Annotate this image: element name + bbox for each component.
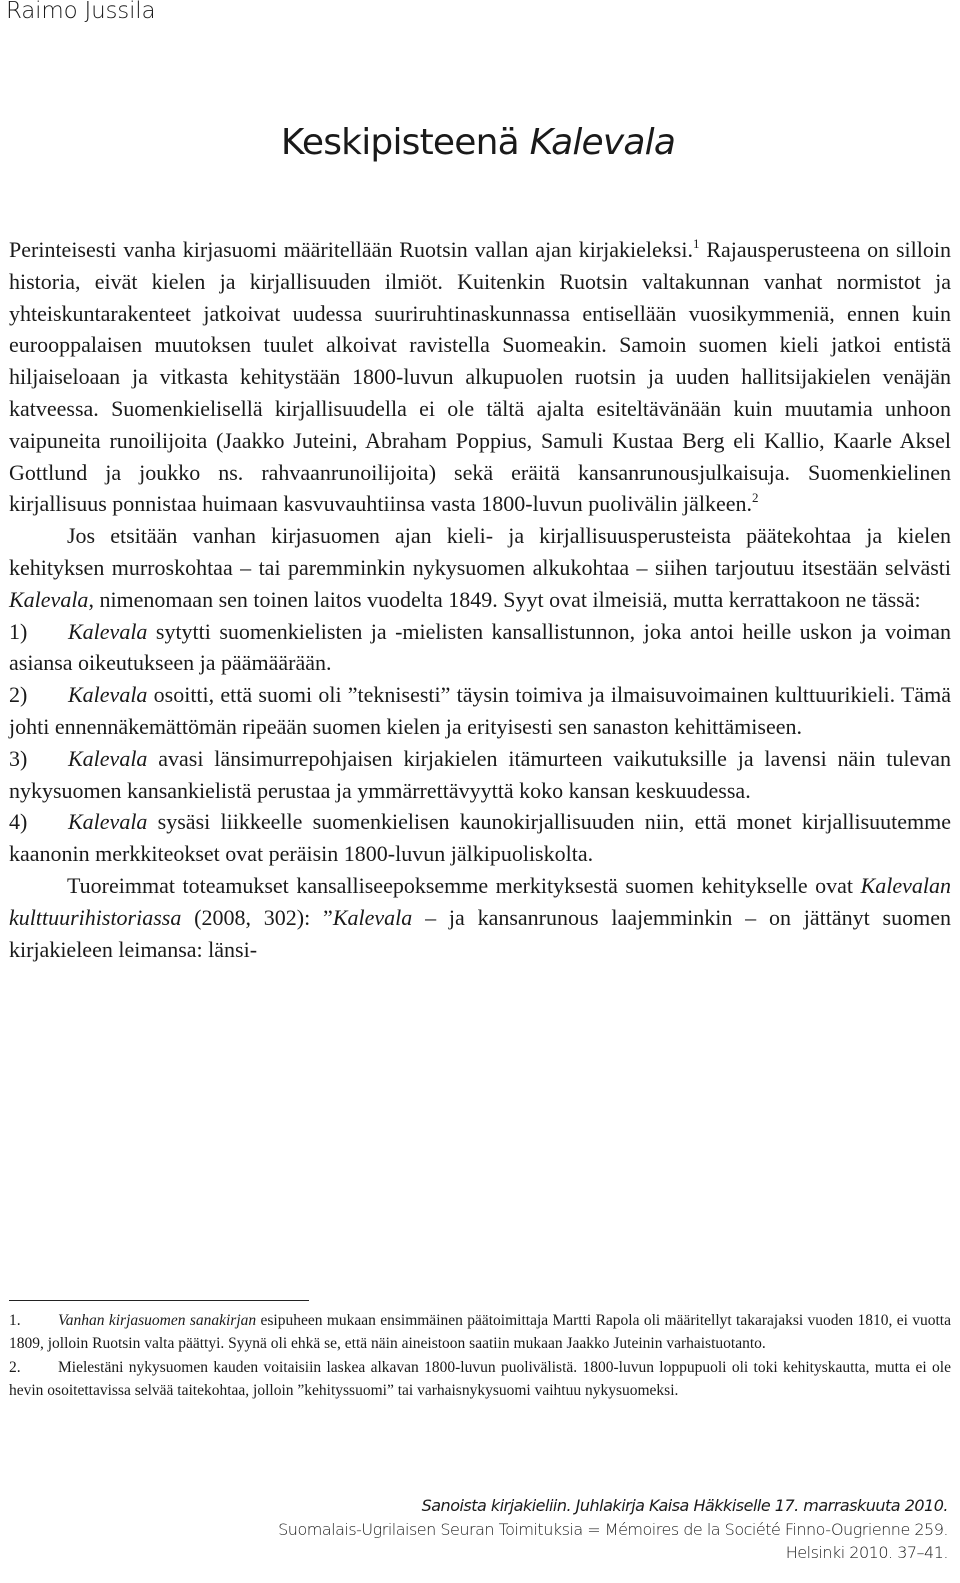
- list-italic: Kalevala: [68, 682, 148, 708]
- footnote-ref-1[interactable]: 1: [692, 236, 700, 251]
- paragraph-kalevala-text-1: Jos etsitään vanhan kirjasuomen ajan kieli- ja kirjallisuusperusteista päätekohtaa ja kielen kehityksen murroskohtaa – tai paremminkin nykysuomen alkukohtaa – siihen tarjoutuu itsestään selvästi: [9, 523, 951, 580]
- paragraph-recent: [9, 870, 951, 965]
- paragraph-intro-text-1: Perinteisesti vanha kirjasuomi määritellään Ruotsin vallan ajan kirjakieleksi.: [9, 237, 693, 262]
- list-italic: Kalevala: [68, 809, 148, 835]
- colophon-book-title: Sanoista kirjakieliin. Juhlakirja Kaisa Häkkiselle 17. marraskuuta 2010.: [421, 1496, 948, 1515]
- footnote-1: [9, 1310, 951, 1355]
- paragraph-kalevala-text-2: , nimenomaan sen toinen laitos vuodelta 1849. Syyt ovat ilmeisiä, mutta kerrattakoon ne tässä:: [88, 586, 921, 612]
- footnote-italic: Vanhan kirjasuomen sanakirjan: [58, 1312, 257, 1329]
- colophon-series: Suomalais-Ugrilaisen Seuran Toimituksia = Mémoires de la Société Finno-Ougrienne 259.: [278, 1519, 948, 1539]
- footnote-ref-2[interactable]: 2: [751, 490, 759, 506]
- list-number: 4): [9, 809, 28, 835]
- footnote-number: 1.: [9, 1312, 21, 1329]
- list-number: 3): [9, 745, 28, 771]
- title-plain: Keskipisteenä: [280, 122, 530, 163]
- paragraph-kalevala-italic: Kalevala: [9, 586, 89, 612]
- footnote-text: esipuheen mukaan ensimmäinen päätoimittaja Martti Rapola oli määritellyt takarajaksi vuoden 1810, ei vuotta 1809, jolloin Ruotsin valta päättyi. Syynä oli ehkä se, että näin aineistoon saatiin mukaan Jaakko Juteinin varhaistuotanto.: [9, 1312, 951, 1352]
- list-item: [9, 806, 951, 870]
- paragraph-recent-italic-2: Kalevala: [332, 904, 413, 930]
- footnote-text: Mielestäni nykysuomen kauden voitaisiin laskea alkavan 1800-luvun puolivälistä. 1800-luvun loppupuoli oli toki kehityskautta, mutta ei ole hevin osoitettavissa selvää taitekohtaa, jolloin ”kehityssuomi” tai varhaisnykysuomi vaihtuu nykysuomeksi.: [9, 1359, 951, 1399]
- list-number: 1): [9, 618, 28, 644]
- paragraph-intro-text-2: Rajausperusteena on silloin historia, eivät kielen ja kirjallisuuden ilmiöt. Kuitenkin Ruotsin valtakunnan vanhat normistot ja yhteiskuntarakenteet jatkoivat uudessa suuriruhtinaskunnassa entisellään vuosikymmeniä, ennen kuin eurooppalaisen muutoksen tuulet alkoivat ravistella Suomeakin. Samoin suomen kieli jatkoi entistä hiljaiseloaan ja vitkasta kehitystään 1800-luvun alkupuolen ruotsin ja uuden hallitsijakielen venäjän katveessa. Suomenkielisellä kirjallisuudella ei ole tältä ajalta esiteltävänään kuin muutamia unhoon vaipuneita runoilijoita (Jaakko Juteini, Abraham Poppius, Samuli Kustaa Berg eli Kallio, Kaarle Aksel Gottlund ja joukko ns. rahvaanrunoilijoita) sekä eräitä kansanrunousjulkaisuja. Suomenkielinen kirjallisuus ponnistaa huimaan kasvuvauhtiinsa vasta 1800-luvun puolivälin jälkeen.: [9, 237, 951, 517]
- list-text: avasi länsimurrepohjaisen kirjakielen itämurteen vaikutuksille ja lavensi näin tulevan nykysuomen kansankielistä perustaa ja ymmärrettävyyttä koko kansan keskuudessa.: [9, 745, 951, 803]
- footnote-divider: [9, 1300, 309, 1301]
- footnote-2: [9, 1357, 951, 1402]
- list-text: sysäsi liikkeelle suomenkielisen kaunokirjallisuuden niin, että monet kirjallisuutemme kaanonin merkkiteokset ovat peräisin 1800-luvun jälkipuoliskolta.: [9, 809, 951, 867]
- list-item: [9, 616, 951, 680]
- paragraph-intro: [9, 234, 951, 520]
- paragraph-recent-text-3: – ja kansanrunous laajemminkin – on jättänyt suomen kirjakieleen leimansa: länsi-: [9, 904, 951, 962]
- article-body: [9, 234, 951, 965]
- publication-colophon: [278, 1494, 948, 1565]
- article-title: [0, 122, 960, 163]
- list-text: sytytti suomenkielisten ja -mielisten kansallistunnon, joka antoi heille uskon ja voiman asiansa oikeutukseen ja päämäärään.: [9, 618, 951, 676]
- title-italic: Kalevala: [529, 122, 676, 163]
- list-item: [9, 679, 951, 743]
- footnotes: [9, 1310, 951, 1404]
- paragraph-kalevala: [9, 520, 951, 615]
- colophon-place-pages: Helsinki 2010. 37–41.: [785, 1543, 948, 1562]
- list-item: [9, 743, 951, 807]
- list-italic: Kalevala: [68, 745, 148, 771]
- paragraph-recent-italic-1: Kalevalan kulttuurihistoriassa: [9, 872, 951, 930]
- list-italic: Kalevala: [68, 618, 148, 644]
- footnote-number: 2.: [9, 1359, 21, 1377]
- list-text: osoitti, että suomi oli ”teknisesti” täysin toimiva ja ilmaisuvoimainen kulttuurikieli. Tämä johti ennennäkemättömän ripeään suomen kielen ja erityisesti sen sanaston kehittämiseen.: [9, 682, 951, 739]
- list-number: 2): [9, 682, 28, 708]
- paragraph-recent-text-1: Tuoreimmat toteamukset kansalliseepoksemme merkityksestä suomen kehitykselle ovat: [67, 872, 861, 898]
- paragraph-recent-text-2: (2008, 302): ”: [181, 904, 333, 930]
- author-name: Raimo Jussila: [6, 0, 156, 24]
